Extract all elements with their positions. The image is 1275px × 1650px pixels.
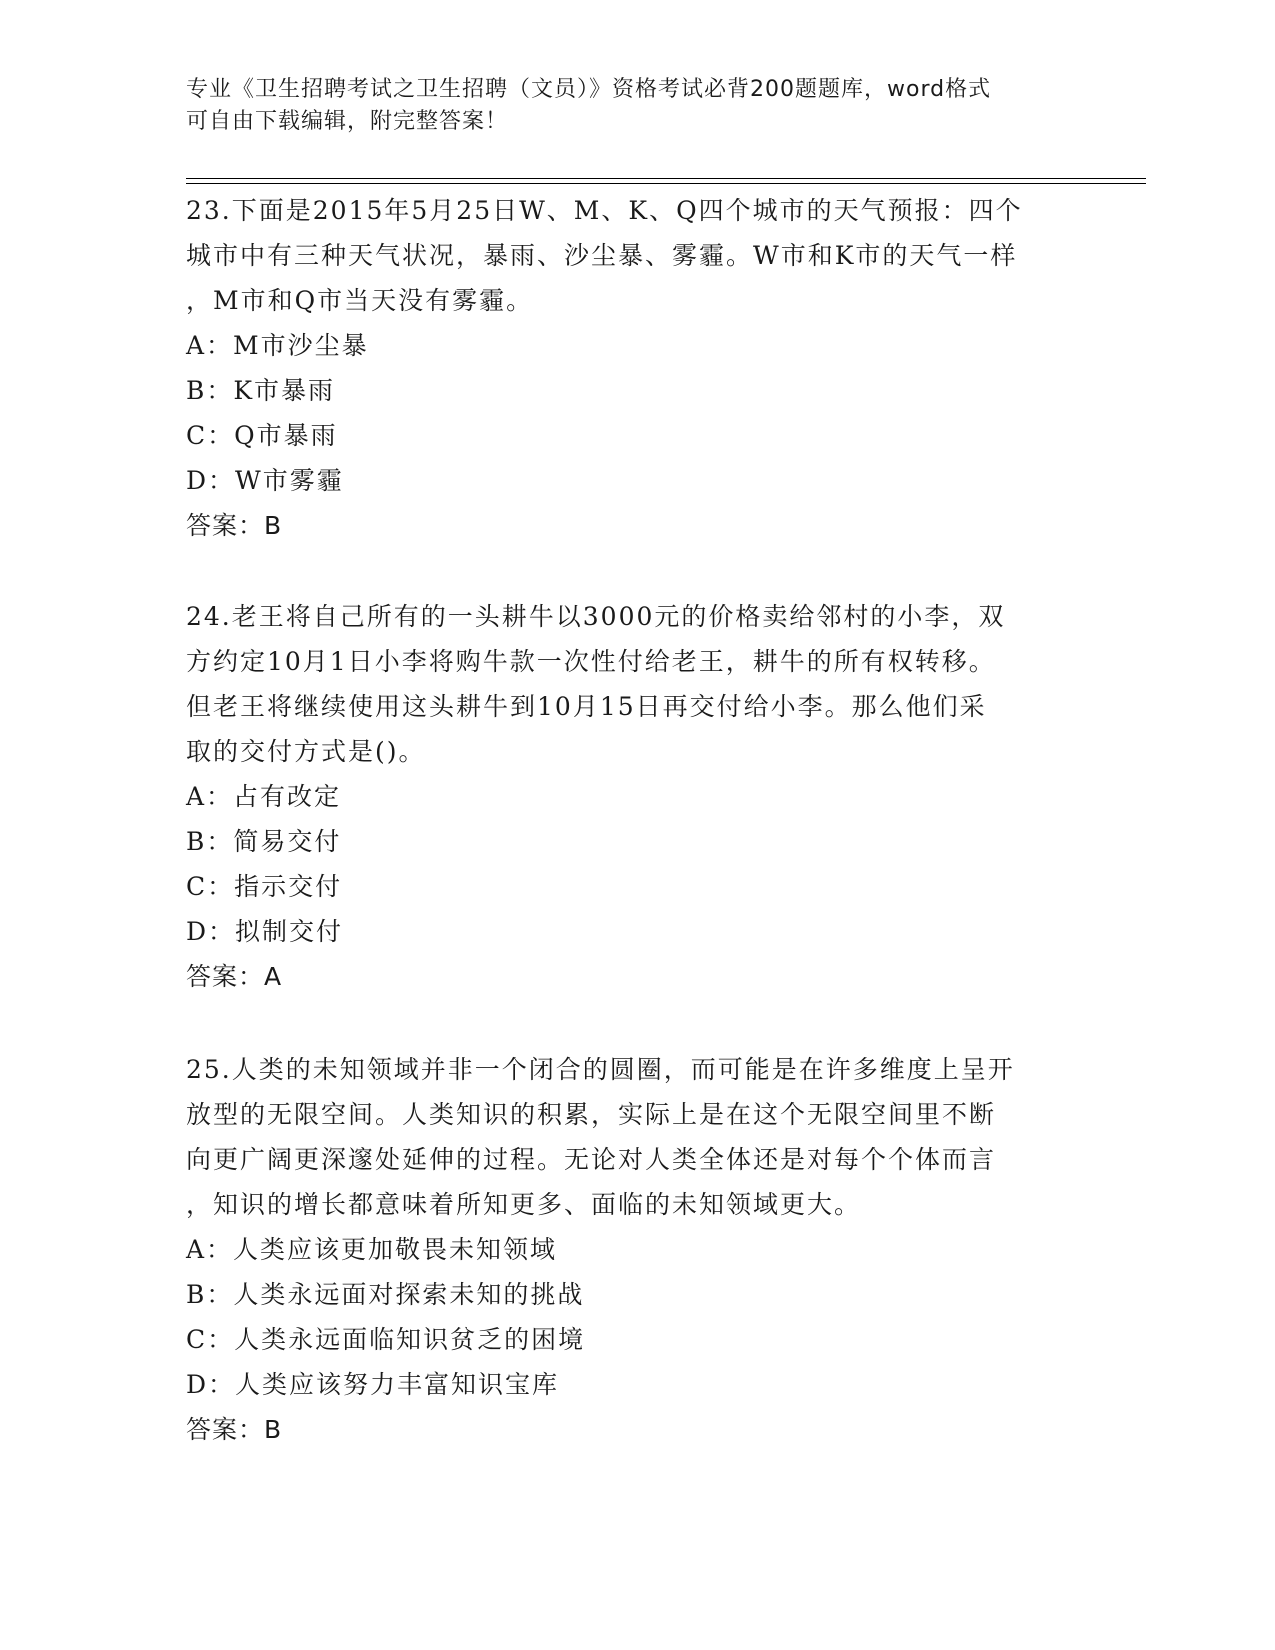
option-d: D：W市雾霾 <box>186 466 344 495</box>
option-c: C：指示交付 <box>186 872 343 901</box>
question-stem-line: 25.人类的未知领域并非一个闭合的圆圈，而可能是在许多维度上呈开 <box>186 1055 1015 1084</box>
question-stem-line: 但老王将继续使用这头耕牛到10月15日再交付给小李。那么他们采 <box>186 692 987 721</box>
header-line-1: 专业《卫生招聘考试之卫生招聘（文员）》资格考试必背200题题库，word格式 <box>186 77 992 102</box>
document-header <box>186 74 1066 138</box>
question-23 <box>186 188 1086 548</box>
option-a: A：M市沙尘暴 <box>186 331 369 360</box>
option-a: A：人类应该更加敬畏未知领域 <box>186 1235 558 1264</box>
option-b: B：K市暴雨 <box>186 376 336 405</box>
question-stem-line: 向更广阔更深邃处延伸的过程。无论对人类全体还是对每个个体而言 <box>186 1145 997 1174</box>
question-stem-line: 23.下面是2015年5月25日W、M、K、Q四个城市的天气预报：四个 <box>186 196 1023 225</box>
option-a: A：占有改定 <box>186 782 342 811</box>
answer-text: 答案：B <box>186 511 283 540</box>
question-stem-line: ，知识的增长都意味着所知更多、面临的未知领域更大。 <box>186 1190 862 1219</box>
option-b: B：人类永远面对探索未知的挑战 <box>186 1280 585 1309</box>
header-line-2: 可自由下载编辑，附完整答案！ <box>186 109 509 134</box>
question-stem-line: 城市中有三种天气状况，暴雨、沙尘暴、雾霾。W市和K市的天气一样 <box>186 241 1018 270</box>
question-stem-line: 方约定10月1日小李将购牛款一次性付给老王，耕牛的所有权转移。 <box>186 647 996 676</box>
option-d: D：拟制交付 <box>186 917 344 946</box>
header-divider-bottom <box>186 183 1146 184</box>
question-25 <box>186 1047 1086 1452</box>
question-stem-line: 放型的无限空间。人类知识的积累，实际上是在这个无限空间里不断 <box>186 1100 997 1129</box>
option-b: B：简易交付 <box>186 827 342 856</box>
option-c: C：Q市暴雨 <box>186 421 338 450</box>
answer-text: 答案：B <box>186 1415 283 1444</box>
question-stem-line: 24.老王将自己所有的一头耕牛以3000元的价格卖给邻村的小李，双 <box>186 602 1006 631</box>
option-c: C：人类永远面临知识贫乏的困境 <box>186 1325 586 1354</box>
header-divider-top <box>186 178 1146 179</box>
option-d: D：人类应该努力丰富知识宝库 <box>186 1370 560 1399</box>
question-stem-line: ，M市和Q市当天没有雾霾。 <box>186 286 534 315</box>
question-stem-line: 取的交付方式是()。 <box>186 737 426 766</box>
answer-text: 答案：A <box>186 962 283 991</box>
question-24 <box>186 594 1086 999</box>
